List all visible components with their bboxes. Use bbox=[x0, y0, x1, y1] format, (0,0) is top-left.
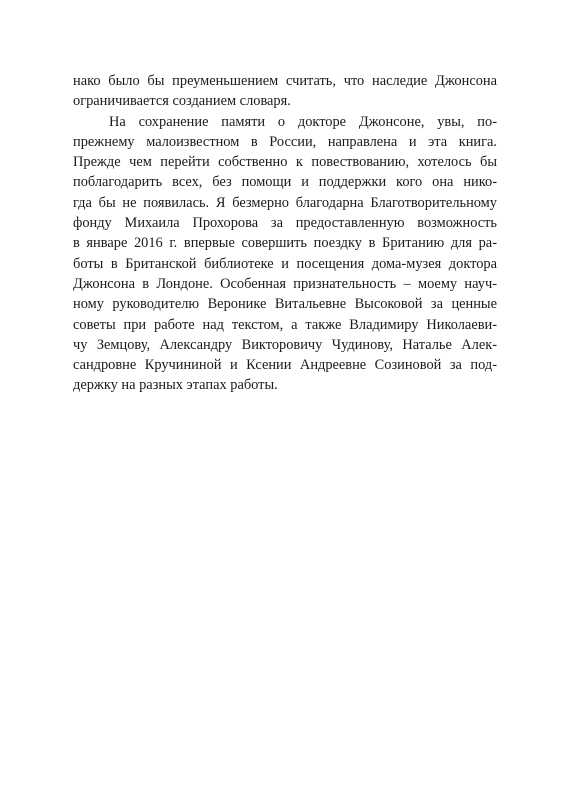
text-line: нако было бы преуменьшением считать, что наследие Джонсона bbox=[73, 73, 497, 89]
text-line: фонду Михаила Прохорова за предоставленную возможность bbox=[73, 215, 497, 232]
body-text bbox=[73, 71, 497, 396]
paragraph-1 bbox=[73, 71, 497, 112]
text-line: прежнему малоизвестном в России, направлена и эта книга. bbox=[73, 133, 497, 150]
text-line: гда бы не появилась. Я безмерно благодарна Благотворительному bbox=[73, 194, 497, 211]
text-line: в январе 2016 г. впервые совершить поездку в Британию для ра- bbox=[73, 235, 497, 252]
text-line: чу Земцову, Александру Викторовичу Чудинову, Наталье Алек- bbox=[73, 336, 497, 353]
text-line: Прежде чем перейти собственно к повествованию, хотелось бы bbox=[73, 154, 497, 171]
text-line: поблагодарить всех, без помощи и поддержки кого она нико- bbox=[73, 174, 497, 191]
paragraph-2 bbox=[73, 112, 497, 396]
text-line: держку на разных этапах работы. bbox=[73, 377, 278, 394]
text-line: ограничивается созданием словаря. bbox=[73, 93, 291, 110]
text-line: советы при работе над текстом, а также Владимиру Николаеви- bbox=[73, 316, 497, 333]
text-line: Джонсона в Лондоне. Особенная признательность – моему науч- bbox=[73, 275, 497, 292]
text-line: ному руководителю Веронике Витальевне Высоковой за ценные bbox=[73, 296, 497, 313]
text-line: На сохранение памяти о докторе Джонсоне, увы, по- bbox=[109, 113, 497, 130]
text-line: сандровне Кручининой и Ксении Андреевне Созиновой за под- bbox=[73, 357, 497, 374]
text-line: боты в Британской библиотеке и посещения дома-музея доктора bbox=[73, 255, 497, 272]
